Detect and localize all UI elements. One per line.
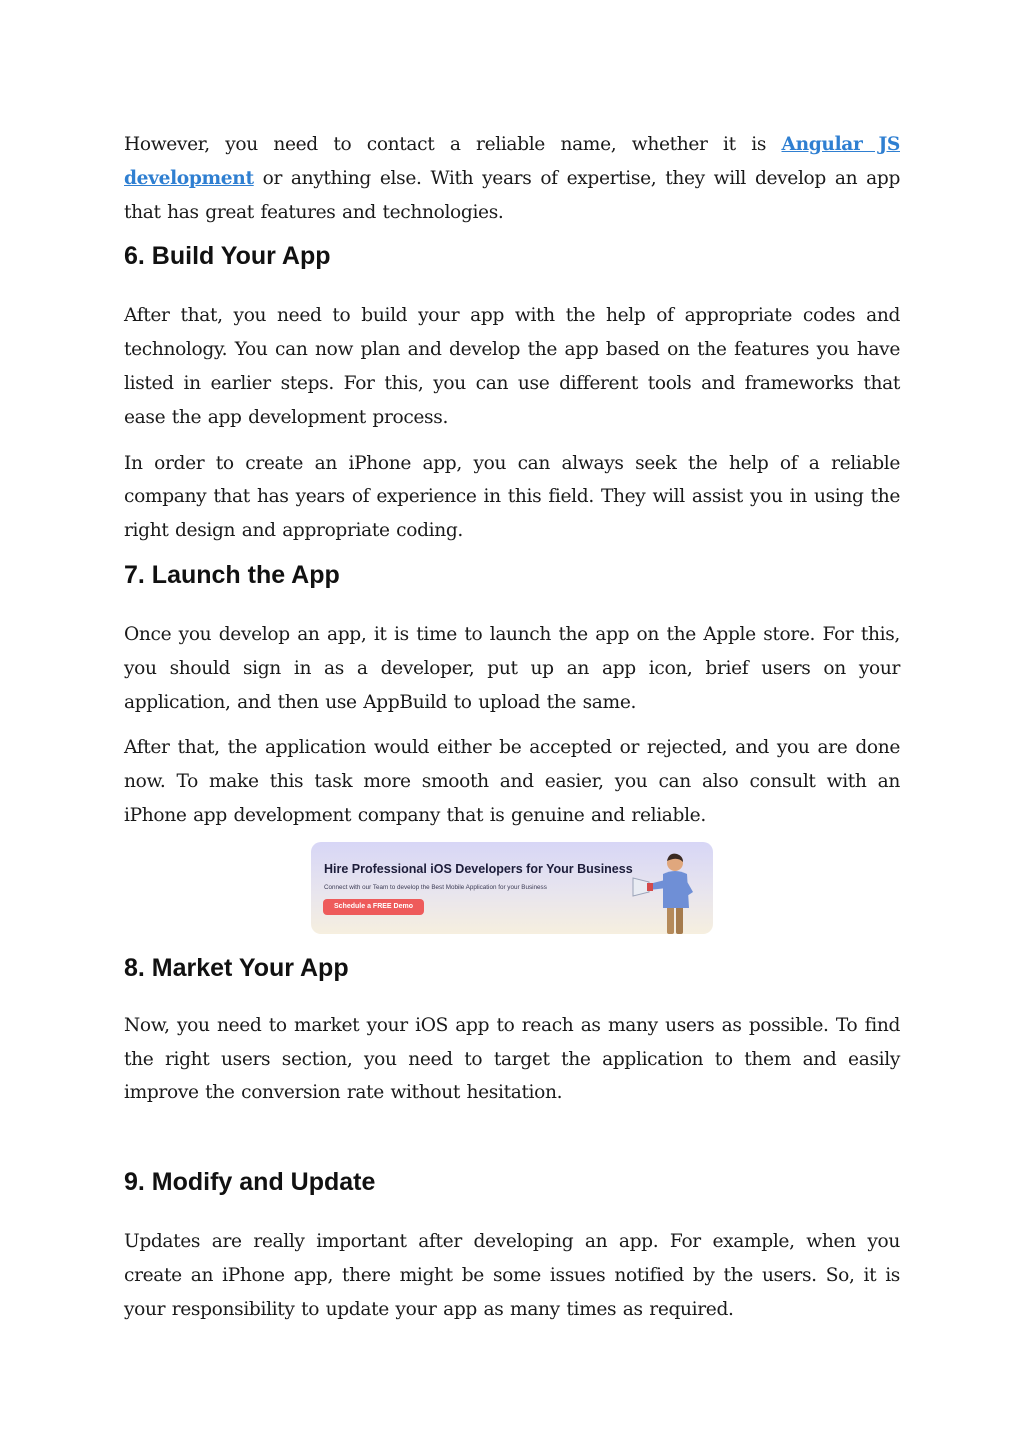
section-heading-market-your-app: 8. Market Your App (124, 953, 349, 982)
section-heading-launch-the-app: 7. Launch the App (124, 560, 340, 589)
section-body-launch-the-app (124, 618, 900, 833)
person-with-megaphone-illustration (623, 850, 703, 934)
paragraph-modify-1: Updates are really important after developing an app. For example, when you create an iPhone app, there might be some issues notified by the users. So, it is your responsibility to update your app as many times as required. (124, 1231, 900, 1320)
paragraph-build-2: In order to create an iPhone app, you can always seek the help of a reliable company that has years of experience in this field. They will assist you in using the right design and appropriate coding. (124, 452, 900, 542)
intro-text-before-link: However, you need to contact a reliable name, whether it is (124, 134, 782, 155)
section-body-market-your-app (124, 1009, 900, 1110)
paragraph-build-1: After that, you need to build your app with the help of appropriate codes and technology. You can now plan and develop the app based on the features you have listed in earlier steps. For this, you can use different tools and frameworks that ease the app development process. (124, 305, 900, 428)
document-page (124, 128, 900, 1327)
angular-js-development-link[interactable]: Angular JS development (124, 134, 900, 189)
section-heading-modify-and-update: 9. Modify and Update (124, 1168, 376, 1197)
intro-paragraph (124, 128, 900, 229)
intro-text-after-link: or anything else. With years of expertise, they will develop an app that has great features and technologies. (124, 167, 900, 223)
section-body-modify-and-update (124, 1225, 900, 1326)
schedule-demo-button[interactable]: Schedule a FREE Demo (323, 899, 424, 915)
section-heading-build-your-app: 6. Build Your App (124, 242, 331, 271)
paragraph-market-1: Now, you need to market your iOS app to reach as many users as possible. To find the right users section, you need to target the application to them and easily improve the conversion rate without hesitation. (124, 1014, 900, 1104)
paragraph-launch-1: Once you develop an app, it is time to launch the app on the Apple store. For this, you should sign in as a developer, put up an app icon, brief users on your application, and then use AppBuild to upload the same. (124, 623, 900, 713)
section-body-build-your-app (124, 299, 900, 548)
banner-title: Hire Professional iOS Developers for Your Business (324, 861, 633, 876)
promo-banner-wrapper (124, 842, 900, 934)
paragraph-launch-2: After that, the application would either be accepted or rejected, and you are done now. To make this task more smooth and easier, you can also consult with an iPhone app development company that is genuine and reliable. (124, 737, 900, 826)
banner-subtitle: Connect with our Team to develop the Best Mobile Application for your Business (324, 883, 547, 891)
hire-ios-developers-banner[interactable] (311, 842, 713, 934)
